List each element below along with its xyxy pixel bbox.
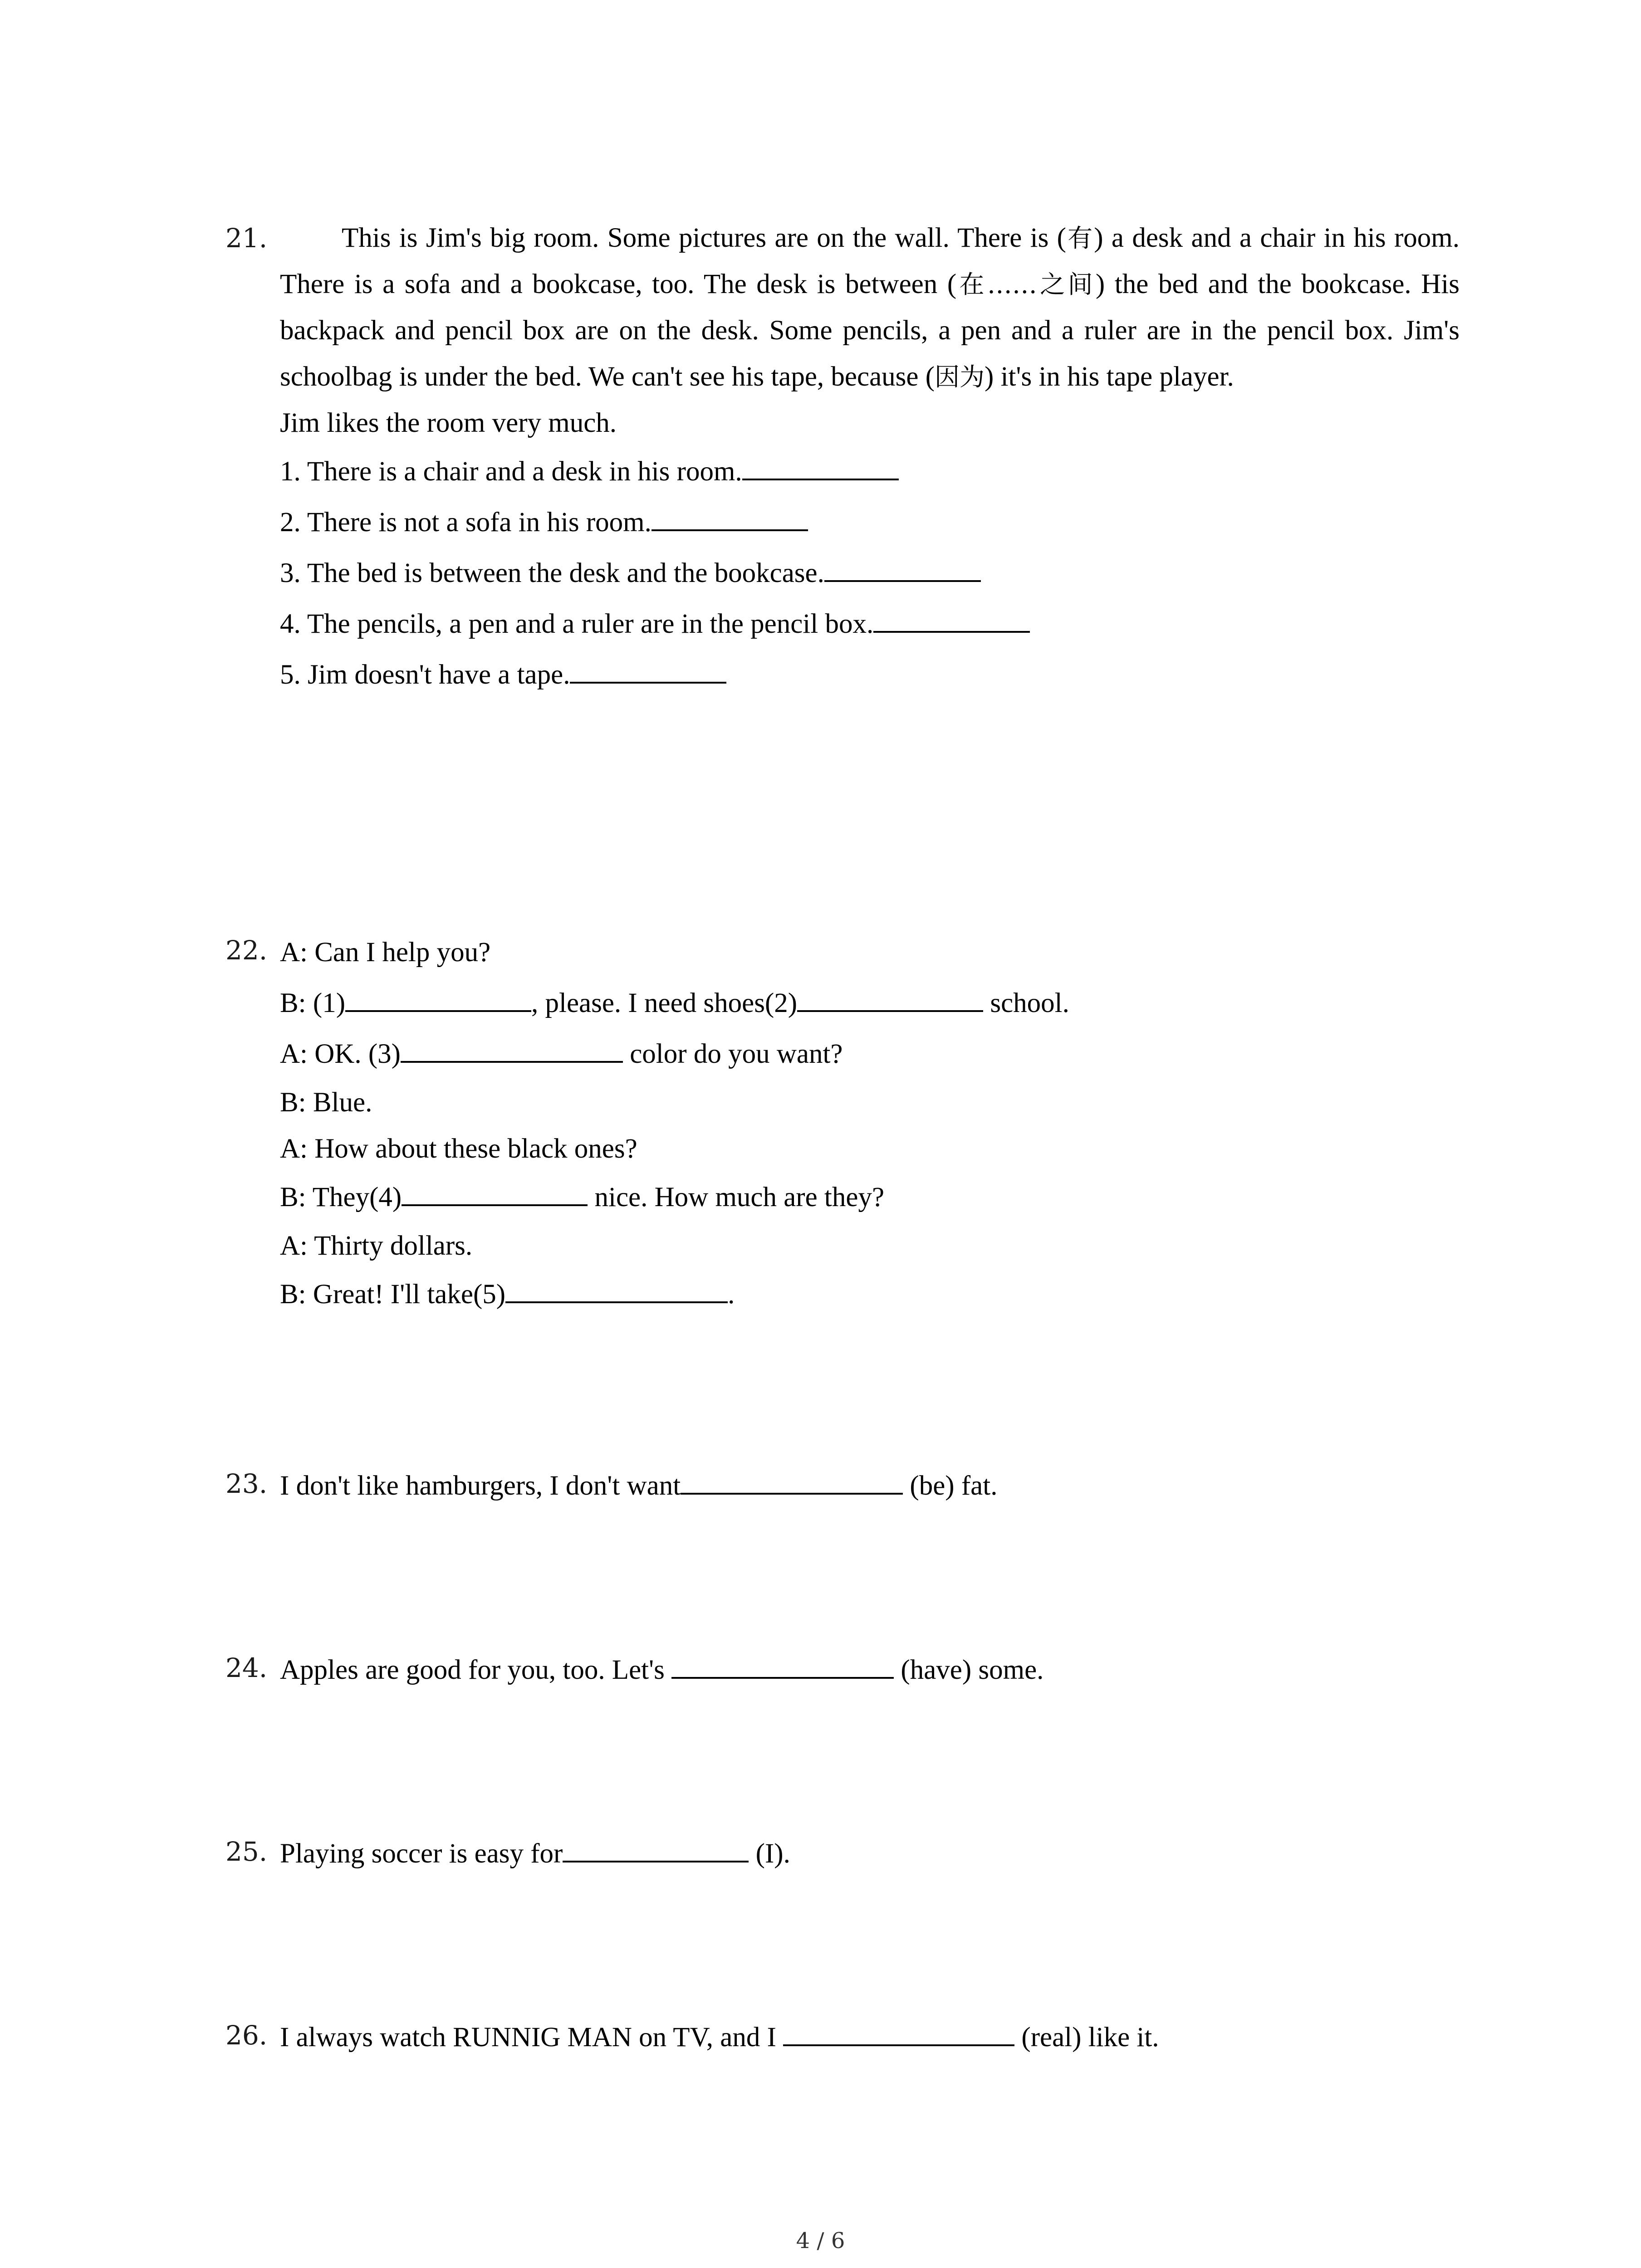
statement-item [280, 650, 1460, 700]
statement-item [280, 497, 1460, 548]
question-23 [225, 1461, 1460, 1511]
page-number: 4 / 6 [796, 2228, 845, 2253]
question-text: (be) fat. [903, 1471, 998, 1501]
answer-blank[interactable] [505, 1270, 728, 1303]
question-line [280, 1645, 1460, 1696]
passage-text: ) it's in his tape player. [985, 362, 1234, 392]
question-number: 24. [225, 1652, 268, 1683]
dialogue-text: school. [983, 988, 1069, 1018]
answer-blank[interactable] [681, 1461, 903, 1495]
answer-blank[interactable] [652, 498, 808, 531]
dialogue-line [280, 1269, 1460, 1320]
passage-text: ) the bed and the bookcase. His backpack and pencil box are on the desk. Some pencils, a pen and a ruler are in the pencil box. Jim's schoolbag is under the bed. We can't see his tape, because ( [280, 269, 1460, 392]
statement-text: 2. There is not a sofa in his room. [280, 507, 652, 538]
answer-blank[interactable] [783, 2013, 1014, 2046]
dialogue-text: B: Great! I'll take(5) [280, 1279, 506, 1310]
dialogue-line: A: How about these black ones? [280, 1134, 637, 1164]
passage-gloss: 有 [1066, 224, 1094, 253]
question-25 [225, 1828, 1460, 1879]
dialogue-text: B: (1) [280, 988, 346, 1018]
question-26 [225, 2012, 1460, 2063]
reading-passage [280, 215, 1460, 400]
passage-gloss: 因为 [935, 362, 985, 391]
question-number: 23. [225, 1468, 268, 1499]
statement-text: 1. There is a chair and a desk in his room. [280, 456, 742, 487]
question-text: I always watch RUNNIG MAN on TV, and I [280, 2022, 784, 2053]
answer-blank[interactable] [563, 1829, 749, 1862]
dialogue-line [280, 1029, 1460, 1080]
dialogue-line [280, 978, 1460, 1029]
question-text: Playing soccer is easy for [280, 1838, 563, 1869]
question-text: Apples are good for you, too. Let's [280, 1655, 672, 1685]
statement-item [280, 548, 1460, 599]
statement-item [280, 446, 1460, 497]
dialogue-text: , please. I need shoes(2) [531, 988, 798, 1018]
answer-blank[interactable] [873, 599, 1030, 633]
question-24 [225, 1645, 1460, 1696]
answer-blank[interactable] [401, 1029, 623, 1063]
statement-text: 5. Jim doesn't have a tape. [280, 660, 570, 690]
statement-item [280, 599, 1460, 650]
dialogue-text: nice. How much are they? [588, 1182, 885, 1212]
question-text: (real) like it. [1014, 2022, 1159, 2053]
statement-text: 4. The pencils, a pen and a ruler are in the pencil box. [280, 609, 874, 639]
dialogue-text: . [728, 1279, 735, 1310]
passage-gloss: 在……之间 [956, 270, 1096, 299]
statement-text: 3. The bed is between the desk and the bookcase. [280, 558, 824, 588]
dialogue-text: color do you want? [622, 1039, 843, 1069]
question-22 [225, 927, 1460, 1320]
question-text: I don't like hamburgers, I don't want [280, 1471, 681, 1501]
dialogue-text: B: They(4) [280, 1182, 402, 1212]
question-number: 22. [225, 935, 268, 966]
dialogue-line [280, 1172, 1460, 1223]
question-number: 25. [225, 1836, 268, 1867]
question-text: (have) some. [894, 1655, 1044, 1685]
question-number: 21. [225, 223, 268, 254]
dialogue-line: A: Can I help you? [280, 937, 491, 968]
question-text: (I). [749, 1838, 790, 1869]
answer-blank[interactable] [570, 650, 726, 684]
passage-text: ) a desk and a chair in his room. There is a sofa and a bookcase, too. The desk is between ( [280, 223, 1460, 299]
question-21 [225, 215, 1460, 700]
answer-blank[interactable] [742, 447, 899, 480]
passage-closing: Jim likes the room very much. [280, 408, 617, 438]
question-line [280, 2012, 1460, 2063]
answer-blank[interactable] [797, 978, 983, 1012]
question-number: 26. [225, 2020, 268, 2051]
question-line [280, 1461, 1460, 1511]
dialogue-text: A: OK. (3) [280, 1039, 401, 1069]
answer-blank[interactable] [671, 1645, 894, 1679]
question-line [280, 1828, 1460, 1879]
dialogue-line: A: Thirty dollars. [280, 1231, 473, 1261]
answer-blank[interactable] [824, 548, 981, 582]
passage-text: This is Jim's big room. Some pictures are on the wall. There is ( [342, 223, 1067, 253]
answer-blank[interactable] [402, 1173, 588, 1206]
answer-blank[interactable] [345, 978, 531, 1012]
dialogue-line: B: Blue. [280, 1087, 372, 1118]
